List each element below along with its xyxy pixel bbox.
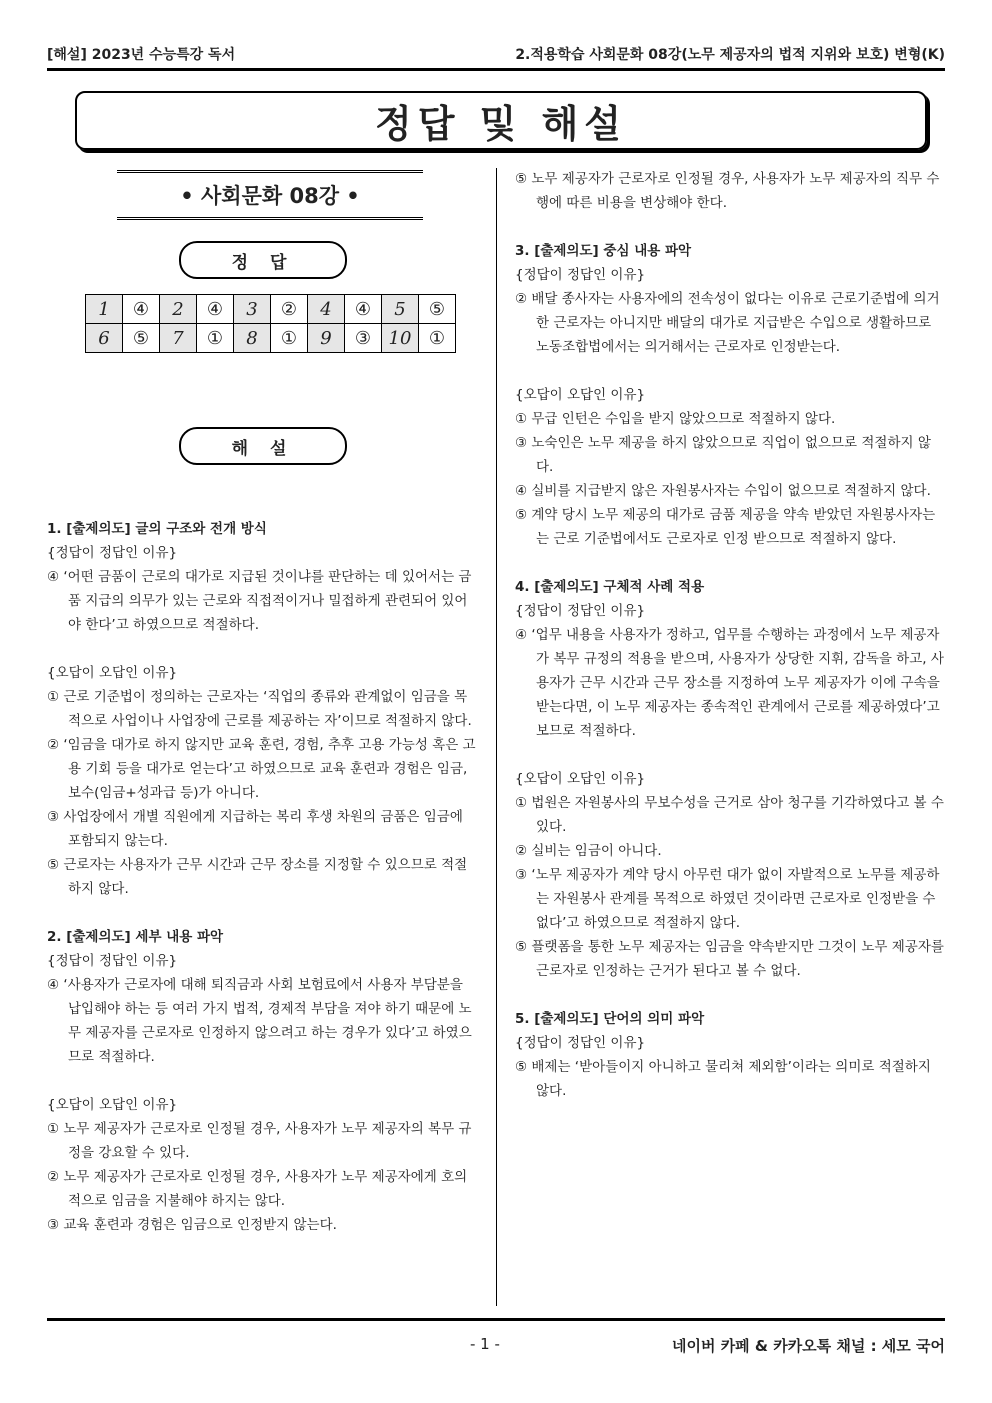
subheading: {오답이 오답인 이유} [47,665,178,681]
explanation-item: ① 노무 제공자가 근로자로 인정될 경우, 사용자가 노무 제공자의 복무 규정을 강요할 수 있다. [47,1121,472,1161]
question-number: 2 [160,295,197,324]
spacer [47,637,477,661]
right-column [515,167,945,1103]
question-number: 3 [234,295,271,324]
question-heading: 1. [출제의도] 글의 구조와 전개 방식 [47,521,267,537]
explanation-item: ⑤ 플랫폼을 통한 노무 제공자는 임금을 약속받지만 그것이 노무 제공자를 근로자로 인정하는 근거가 된다고 볼 수 없다. [515,939,944,979]
explanation-item: ② 배달 종사자는 사용자에의 전속성이 없다는 이유로 근로기준법에 의거한 근로자는 아니지만 배달의 대가로 지급받은 수입으로 생활하므로 노동조합법에서는 의거해서는 근로자로 인정받는다. [515,291,940,355]
explanation-item: ① 법원은 자원봉사의 무보수성을 근거로 삼아 청구를 기각하였다고 볼 수 있다. [515,795,944,835]
explanation-item: ④ ‘어떤 금품이 근로의 대가로 지급된 것이냐를 판단하는 데 있어서는 금품 지급의 의무가 있는 근로와 직접적이거나 밀접하게 관련되어 있어야 한다’고 하였으므로 적절하다. [47,569,472,633]
explanation-label: 해 설 [179,427,347,465]
explanation-item: ③ 노숙인은 노무 제공을 하지 않았으므로 직업이 없으므로 적절하지 않다. [515,435,931,475]
explanation-item: ⑤ 노무 제공자가 근로자로 인정될 경우, 사용자가 노무 제공자의 직무 수행에 따른 비용을 변상해야 한다. [515,171,940,211]
subheading: {오답이 오답인 이유} [47,1097,178,1113]
answer-table [85,294,456,353]
spacer [515,215,945,239]
spacer [47,901,477,925]
spacer [515,743,945,767]
subheading: {오답이 오답인 이유} [515,771,646,787]
spacer [47,1069,477,1093]
subheading: {정답이 정답인 이유} [47,953,178,969]
explanation-item: ⑤ 계약 당시 노무 제공의 대가로 금품 제공을 약속 받았던 자원봉사자는는 근로 기준법에서도 근로자로 인정 받으므로 적절하지 않다. [515,507,936,547]
footer-rule [47,1318,945,1321]
spacer [515,983,945,1007]
section-banner: • 사회문화 08강 • [117,170,423,220]
question-number: 6 [86,324,123,353]
answer-label: 정 답 [179,241,347,279]
question-heading: 5. [출제의도] 단어의 의미 파악 [515,1011,705,1027]
answer-choice: ⑤ [123,324,160,353]
page-number: - 1 - [470,1335,500,1353]
answer-choice: ① [197,324,234,353]
explanation-item: ② 실비는 임금이 아니다. [515,843,662,859]
question-number: 8 [234,324,271,353]
header-right: 2.적용학습 사회문화 08강(노무 제공자의 법적 지위와 보호) 변형(K) [515,47,945,63]
subheading: {오답이 오답인 이유} [515,387,646,403]
question-number: 9 [308,324,345,353]
explanation-item: ④ 실비를 지급받지 않은 자원봉사자는 수입이 없으므로 적절하지 않다. [515,483,931,499]
explanation-item: ② ‘임금을 대가로 하지 않지만 교육 훈련, 경험, 추후 고용 가능성 혹은 고용 기회 등을 대가로 얻는다’고 하였으므로 교육 훈련과 경험은 임금, 보수(임금+성과급 등)가 아니다. [47,737,476,801]
column-divider [496,168,497,1306]
answer-choice: ① [271,324,308,353]
answer-choice: ④ [123,295,160,324]
answer-choice: ① [419,324,456,353]
header-rule [47,68,945,71]
explanation-item: ⑤ 근로자는 사용자가 근무 시간과 근무 장소를 지정할 수 있으므로 적절하지 않다. [47,857,468,897]
answer-choice: ⑤ [419,295,456,324]
explanation-item: ① 무급 인턴은 수입을 받지 않았으므로 적절하지 않다. [515,411,836,427]
subheading: {정답이 정답인 이유} [515,603,646,619]
explanation-item: ③ ‘노무 제공자가 계약 당시 아무런 대가 없이 자발적으로 노무를 제공하는 자원봉사 관계를 목적으로 하였던 것이라면 근로자로 인정받을 수 없다’고 하였으므로 적절하지 않다. [515,867,940,931]
question-heading: 4. [출제의도] 구체적 사례 적용 [515,579,705,595]
question-number: 4 [308,295,345,324]
subheading: {정답이 정답인 이유} [515,267,646,283]
answer-choice: ② [271,295,308,324]
answer-choice: ④ [345,295,382,324]
question-number: 7 [160,324,197,353]
answer-choice: ④ [197,295,234,324]
question-number: 1 [86,295,123,324]
left-column [47,517,477,1237]
subheading: {정답이 정답인 이유} [515,1035,646,1051]
explanation-item: ① 근로 기준법이 정의하는 근로자는 ‘직업의 종류와 관계없이 임금을 목적으로 사업이나 사업장에 근로를 제공하는 자’이므로 적절하지 않다. [47,689,472,729]
answer-row [86,295,456,324]
explanation-item: ④ ‘업무 내용을 사용자가 정하고, 업무를 수행하는 과정에서 노무 제공자가 복무 규정의 적용을 받으며, 사용자가 상당한 지휘, 감독을 하고, 사용자가 근무 시간과 근무 장소를 지정하여 노무 제공자가 이에 구속을 받는다면, 이 노무 제공자는 종속적인 관계에서 근로를 제공하였다’고 보므로 적절하다. [515,627,944,739]
explanation-item: ② 노무 제공자가 근로자로 인정될 경우, 사용자가 노무 제공자에게 호의적으로 임금을 지불해야 하지는 않다. [47,1169,468,1209]
page-title: 정답 및 해설 [75,91,927,150]
subheading: {정답이 정답인 이유} [47,545,178,561]
header-left: [해설] 2023년 수능특강 독서 [47,47,236,63]
question-heading: 3. [출제의도] 중심 내용 파악 [515,243,692,259]
page-header [47,42,945,64]
spacer [515,551,945,575]
explanation-item: ⑤ 배제는 ‘받아들이지 아니하고 물리쳐 제외함’이라는 의미로 적절하지 않다. [515,1059,931,1099]
question-heading: 2. [출제의도] 세부 내용 파악 [47,929,224,945]
spacer [515,359,945,383]
question-number: 10 [382,324,419,353]
question-number: 5 [382,295,419,324]
explanation-item: ④ ‘사용자가 근로자에 대해 퇴직금과 사회 보험료에서 사용자 부담분을 납입해야 하는 등 여러 가지 법적, 경제적 부담을 져야 하기 때문에 노무 제공자를 근로자로 인정하지 않으려고 하는 경우가 있다’고 하였으므로 적절하다. [47,977,472,1065]
answer-choice: ③ [345,324,382,353]
explanation-item: ③ 사업장에서 개별 직원에게 지급하는 복리 후생 차원의 금품은 임금에 포함되지 않는다. [47,809,463,849]
explanation-item: ③ 교육 훈련과 경험은 임금으로 인정받지 않는다. [47,1217,337,1233]
footer-credit: 네이버 카페 & 카카오톡 채널 : 세모 국어 [672,1337,945,1355]
answer-row [86,324,456,353]
